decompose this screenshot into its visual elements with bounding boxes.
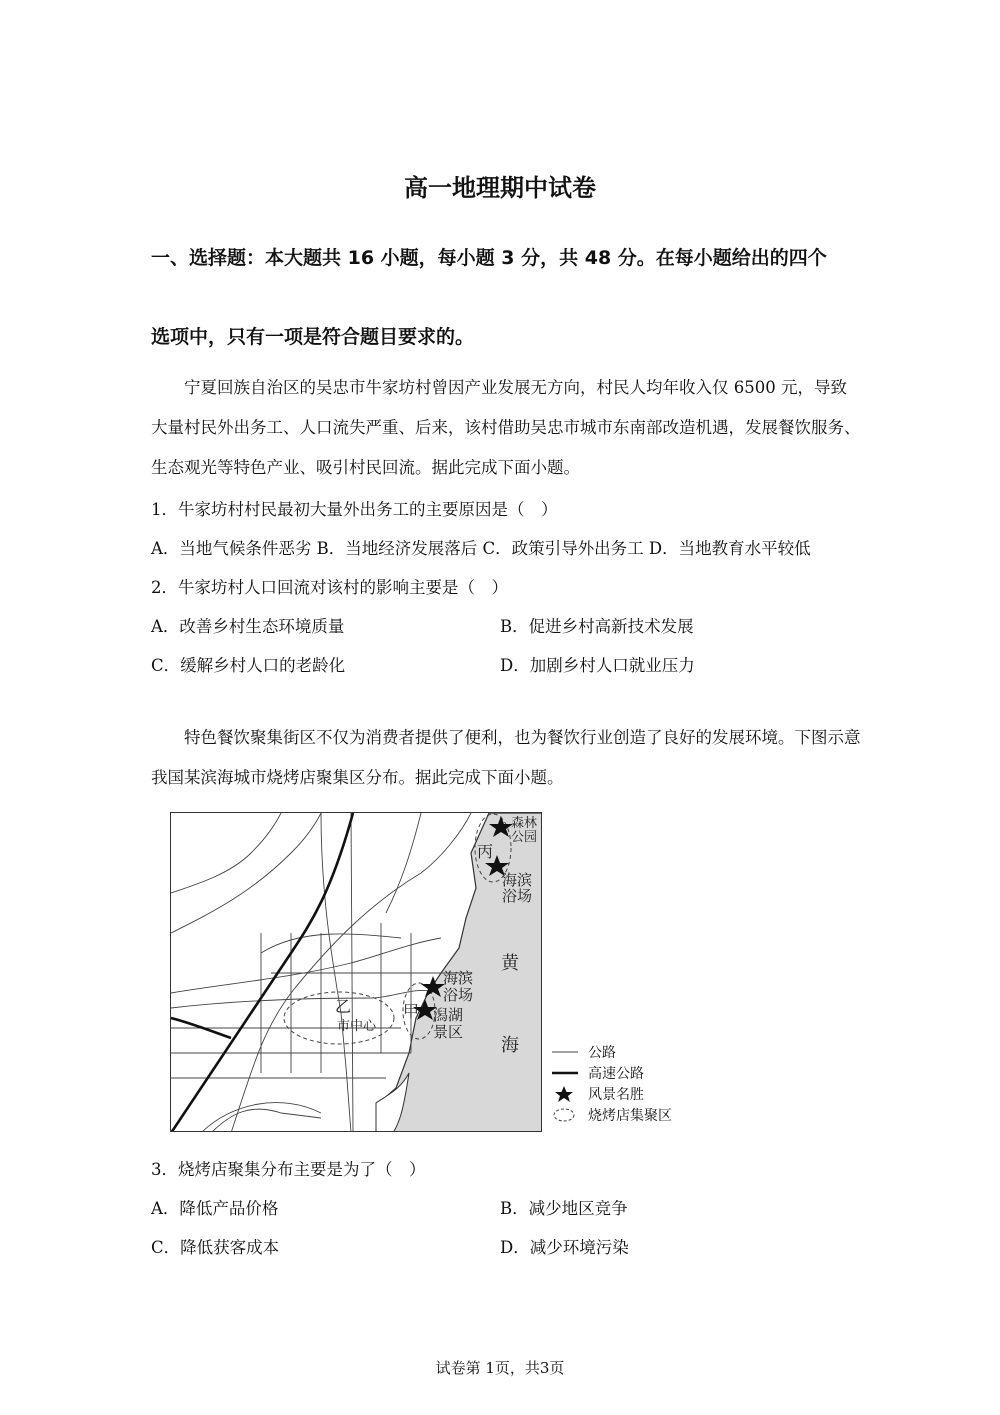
question-3-option-c: C．降低获客成本 xyxy=(151,1238,280,1257)
page-footer: 试卷第 1页，共3页 xyxy=(435,1359,565,1377)
question-2-option-c: C．缓解乡村人口的老龄化 xyxy=(151,656,346,675)
section-heading-line1: 一、选择题：本大题共 16 小题，每小题 3 分，共 48 分。在每小题给出的四个 xyxy=(151,247,827,269)
legend-bbq-cluster xyxy=(552,1105,672,1125)
question-3-option-b: B．减少地区竞争 xyxy=(500,1199,628,1218)
label-yi: 乙 xyxy=(335,997,352,1016)
section-heading-line2: 选项中，只有一项是符合题目要求的。 xyxy=(151,326,475,348)
legend-highway-label: 高速公路 xyxy=(588,1066,644,1082)
question-3-option-d: D．减少环境污染 xyxy=(500,1238,629,1257)
map-legend xyxy=(552,1042,732,1132)
question-2-option-b: B．促进乡村高新技术发展 xyxy=(500,617,694,636)
star-icon xyxy=(552,1086,580,1102)
legend-scenic-label: 风景名胜 xyxy=(588,1087,644,1103)
label-forest-park-1: 森林 xyxy=(511,816,538,831)
label-lagoon-2: 景区 xyxy=(433,1023,464,1041)
page-title: 高一地理期中试卷 xyxy=(404,174,596,202)
question-3-option-a: A．降低产品价格 xyxy=(151,1199,279,1218)
label-beach-south-2: 浴场 xyxy=(443,986,474,1004)
question-2-stem: 2．牛家坊村人口回流对该村的影响主要是（ ） xyxy=(151,578,508,597)
label-yellow: 黄 xyxy=(501,953,519,974)
label-lagoon-1: 潟湖 xyxy=(433,1006,464,1024)
legend-scenic xyxy=(552,1084,644,1104)
label-beach-south-1: 海滨 xyxy=(443,969,474,987)
label-beach-north-2: 浴场 xyxy=(502,887,533,905)
legend-road xyxy=(552,1042,616,1062)
passage-2: 特色餐饮聚集街区不仅为消费者提供了便利，也为餐饮行业创造了良好的发展环境。下图示意我国某滨海城市烧烤店聚集区分布。据此完成下面小题。 xyxy=(151,728,861,787)
label-forest-park-2: 公园 xyxy=(511,830,538,845)
legend-bbq-cluster-label: 烧烤店集聚区 xyxy=(588,1108,672,1124)
question-2-option-a: A．改善乡村生态环境质量 xyxy=(151,617,345,636)
question-2-option-d: D．加剧乡村人口就业压力 xyxy=(500,656,695,675)
label-sea: 海 xyxy=(501,1035,519,1056)
passage-1: 宁夏回族自治区的吴忠市牛家坊村曾因产业发展无方向，村民人均年收入仅 6500 元，导致大量村民外出务工、人口流失严重、后来，该村借助吴忠市城市东南部改造机遇，发展餐饮服务、生态观光等特色产业、吸引村民回流。据此完成下面小题。 xyxy=(151,378,861,477)
question-1-stem: 1．牛家坊村村民最初大量外出务工的主要原因是（ ） xyxy=(151,500,558,519)
legend-road-label: 公路 xyxy=(588,1045,616,1061)
bbq-cluster-map xyxy=(170,812,542,1132)
map-drawing xyxy=(171,813,542,1132)
legend-highway xyxy=(552,1063,644,1083)
label-city-center: 市中心 xyxy=(337,1019,377,1034)
question-1-options: A．当地气候条件恶劣 B．当地经济发展落后 C．政策引导外出务工 D．当地教育水平较低 xyxy=(151,539,811,558)
label-jia: 甲 xyxy=(403,1002,420,1021)
label-bing: 丙 xyxy=(477,842,494,861)
question-3-stem: 3．烧烤店聚集分布主要是为了（ ） xyxy=(151,1160,426,1179)
label-beach-north-1: 海滨 xyxy=(502,871,533,889)
